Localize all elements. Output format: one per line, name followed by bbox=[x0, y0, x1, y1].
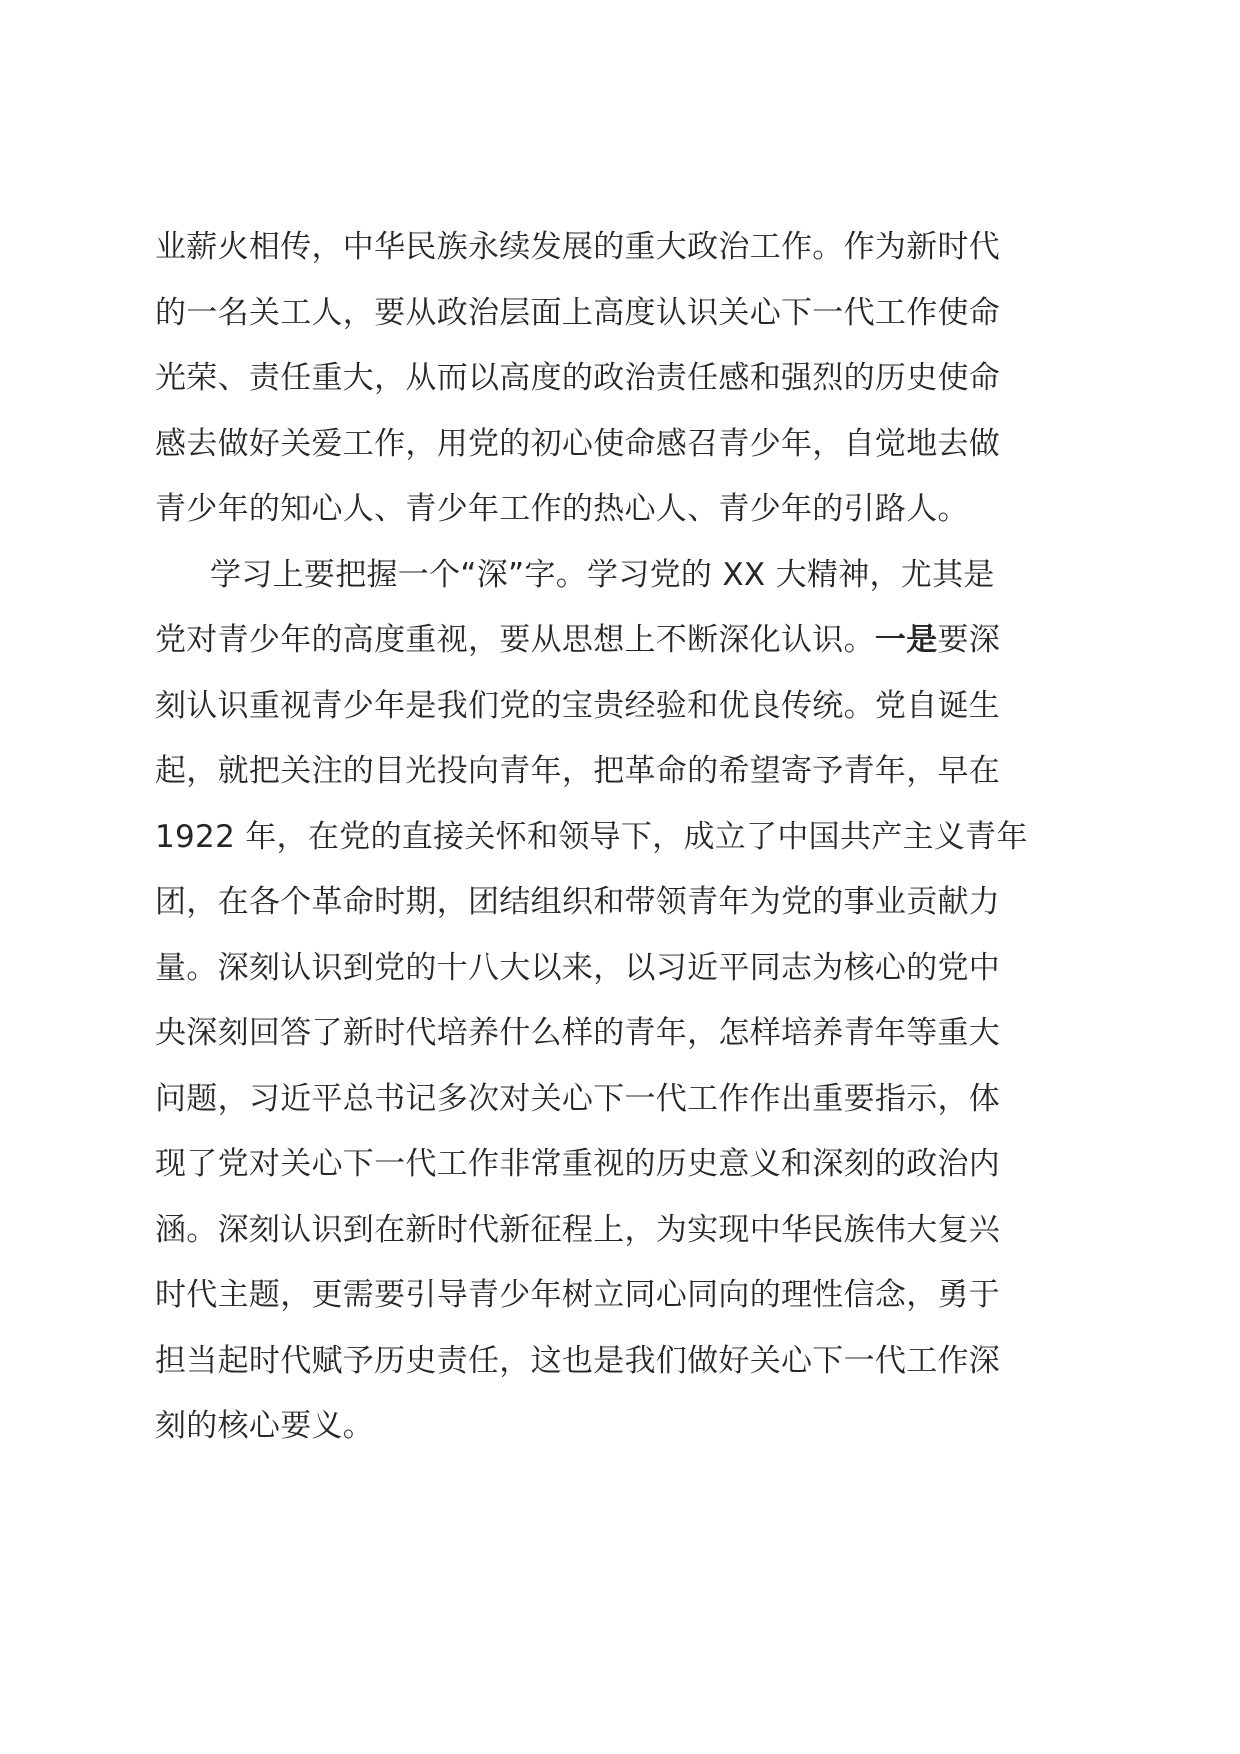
bold-enumerator: 一是 bbox=[874, 622, 938, 658]
paragraph-1-line: 的一名关工人，要从政治层面上高度认识关心下一代工作使命 bbox=[155, 294, 1001, 331]
line-text: 党对青少年的高度重视，要从思想上不断深化认识。 bbox=[155, 622, 875, 658]
paragraph-2-line: 起，就把关注的目光投向青年，把革命的希望寄予青年，早在 bbox=[155, 753, 1001, 789]
paragraph-2-line: 刻认识重视青少年是我们党的宝贵经验和优良传统。党自诞生 bbox=[155, 687, 1001, 724]
paragraph-2-line: 1922 年，在党的直接关怀和领导下，成立了中国共产主义青年 bbox=[155, 818, 1028, 855]
paragraph-1-line: 光荣、责任重大，从而以高度的政治责任感和强烈的历史使命 bbox=[155, 360, 1001, 396]
paragraph-2-line: 量。深刻认识到党的十八大以来，以习近平同志为核心的党中 bbox=[155, 949, 1001, 986]
paragraph-1-line: 业薪火相传，中华民族永续发展的重大政治工作。作为新时代 bbox=[155, 229, 1001, 265]
paragraph-2-line: 央深刻回答了新时代培养什么样的青年，怎样培养青年等重大 bbox=[155, 1015, 1001, 1051]
paragraph-2-first-line: 学习上要把握一个“深”字。学习党的 XX 大精神，尤其是 bbox=[210, 556, 995, 593]
paragraph-2-line: 时代主题，更需要引导青少年树立同心同向的理性信念，勇于 bbox=[155, 1277, 1001, 1313]
paragraph-2 bbox=[155, 543, 1090, 1460]
paragraph-2-line: 团，在各个革命时期，团结组织和带领青年为党的事业贡献力 bbox=[155, 884, 1001, 920]
paragraph-1 bbox=[155, 215, 1090, 543]
paragraph-2-line: 涵。深刻认识到在新时代新征程上，为实现中华民族伟大复兴 bbox=[155, 1211, 1001, 1248]
document-body bbox=[155, 215, 1090, 1460]
paragraph-1-line: 青少年的知心人、青少年工作的热心人、青少年的引路人。 bbox=[155, 491, 969, 527]
paragraph-2-line: 现了党对关心下一代工作非常重视的历史意义和深刻的政治内 bbox=[155, 1146, 1001, 1182]
paragraph-2-line: 问题，习近平总书记多次对关心下一代工作作出重要指示，体 bbox=[155, 1080, 1001, 1117]
paragraph-2-line: 担当起时代赋予历史责任，这也是我们做好关心下一代工作深 bbox=[155, 1342, 1001, 1379]
paragraph-1-line: 感去做好关爱工作，用党的初心使命感召青少年，自觉地去做 bbox=[155, 425, 1001, 462]
paragraph-2-line-with-bold bbox=[155, 608, 1090, 674]
paragraph-2-line: 刻的核心要义。 bbox=[155, 1408, 375, 1444]
line-text: 要深 bbox=[937, 622, 1001, 658]
